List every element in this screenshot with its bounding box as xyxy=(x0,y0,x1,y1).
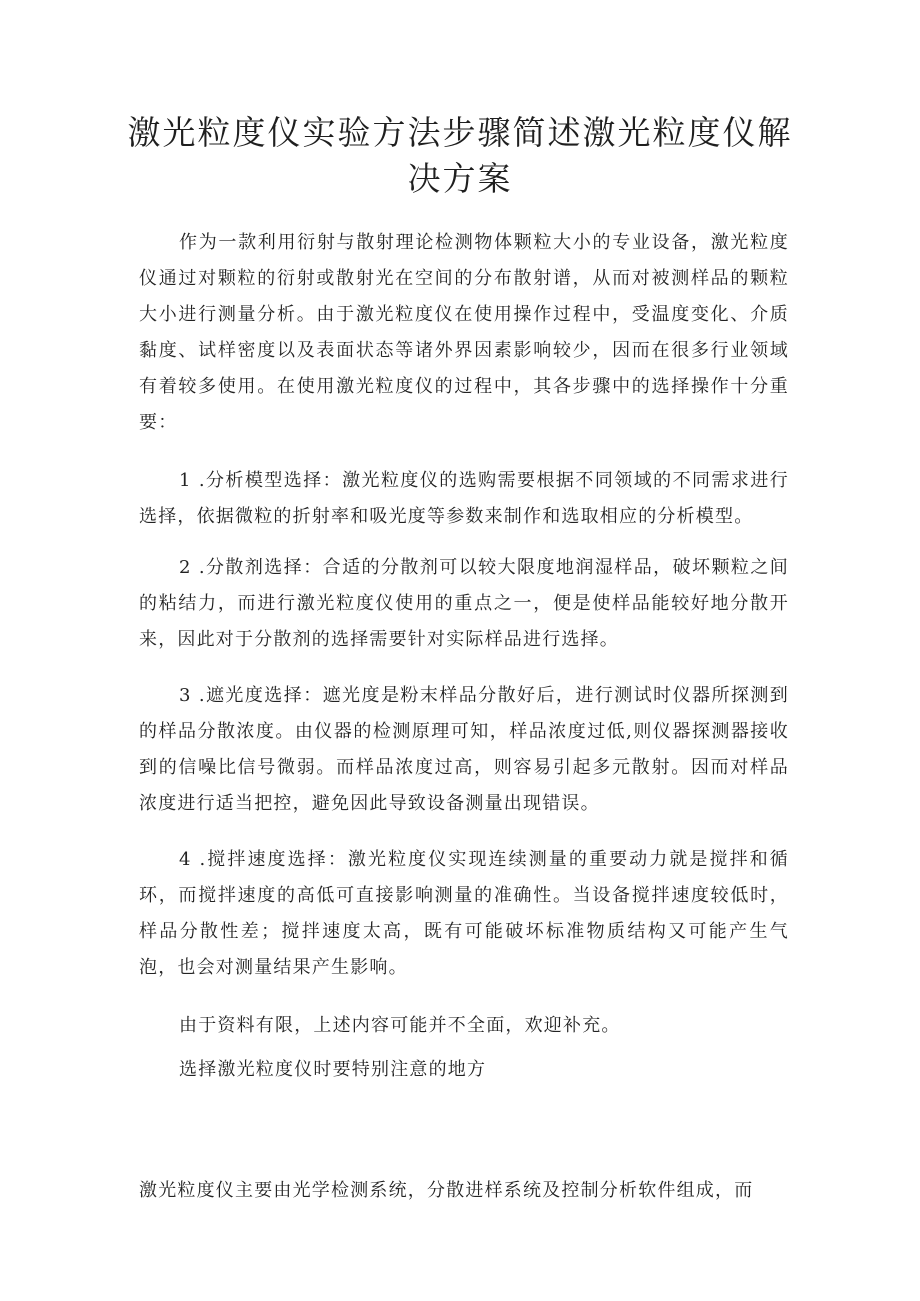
closing-note-paragraph: 由于资料有限，上述内容可能并不全面，欢迎补充。 xyxy=(179,1015,621,1036)
intro-paragraph: 作为一款利用衍射与散射理论检测物体颗粒大小的专业设备，激光粒度仪通过对颗粒的衍射或散射光在空间的分布散射谱，从而对被测样品的颗粒大小进行测量分析。由于激光粒度仪在使用操作过程中，受温度变化、介质黏度、试样密度以及表面状态等诸外界因素影响较少，因而在很多行业领域有着较多使用。在使用激光粒度仪的过程中，其各步骤中的选择操作十分重要： xyxy=(139,232,789,433)
document-title-line-1: 激光粒度仪实验方法步骤简述激光粒度仪解 xyxy=(127,113,793,152)
next-section-paragraph: 激光粒度仪主要由光学检测系统，分散进样系统及控制分析软件组成，而 xyxy=(139,1180,754,1201)
step-3-paragraph: 3 .遮光度选择：遮光度是粉末样品分散好后，进行测试时仪器所探测到的样品分散浓度。由仪器的检测原理可知，样品浓度过低,则仪器探测器接收到的信噪比信号微弱。而样品浓度过高，则容易引起多元散射。因而对样品浓度进行适当把控，避免因此导致设备测量出现错误。 xyxy=(139,685,789,814)
step-4-paragraph: 4 .搅拌速度选择：激光粒度仪实现连续测量的重要动力就是搅拌和循环，而搅拌速度的高低可直接影响测量的准确性。当设备搅拌速度较低时，样品分散性差；搅拌速度太高，既有可能破坏标准物质结构又可能产生气泡，也会对测量结果产生影响。 xyxy=(139,849,789,978)
section-heading: 选择激光粒度仪时要特别注意的地方 xyxy=(179,1059,487,1080)
document-title-line-2: 决方案 xyxy=(407,159,513,198)
step-1-paragraph: 1 .分析模型选择：激光粒度仪的选购需要根据不同领域的不同需求进行选择，依据微粒的折射率和吸光度等参数来制作和选取相应的分析模型。 xyxy=(139,470,789,527)
step-2-paragraph: 2 .分散剂选择：合适的分散剂可以较大限度地润湿样品，破坏颗粒之间的粘结力，而进行激光粒度仪使用的重点之一，便是使样品能较好地分散开来，因此对于分散剂的选择需要针对实际样品进行选择。 xyxy=(139,557,789,650)
